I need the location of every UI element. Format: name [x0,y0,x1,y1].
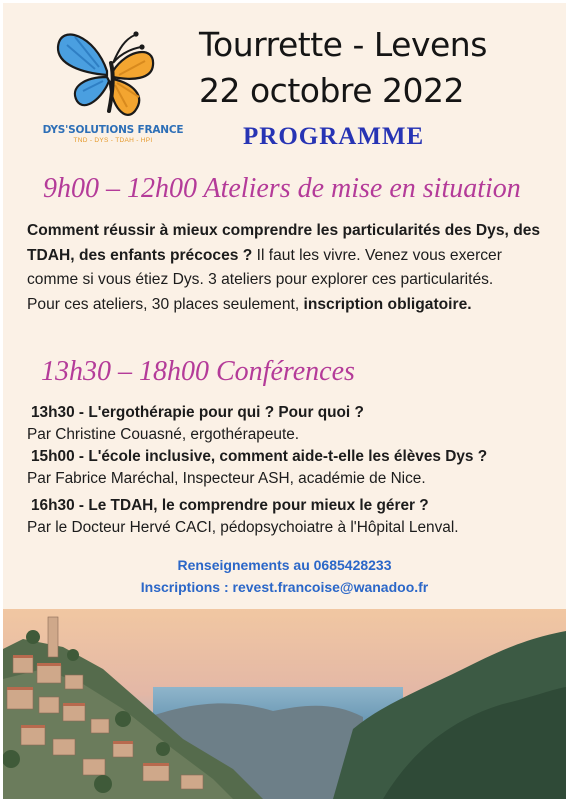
dys-solutions-logo [33,25,193,145]
village-landscape-photo [3,609,566,799]
talk-speaker: Par le Docteur Hervé CACI, pédopsychoiatre à l'Hôpital Lenval. [27,519,459,536]
butterfly-icon [55,25,165,125]
logo-name: DYS'SOLUTIONS FRANCE [42,124,184,136]
talk-speaker: Par Christine Couasné, ergothérapeute. [27,426,300,443]
morning-heading: 9h00 – 12h00 Ateliers de mise en situation [43,173,521,204]
talk-speaker: Par Fabrice Maréchal, Inspecteur ASH, académie de Nice. [27,470,426,487]
morning-intro-rest: Il faut les vivre. Venez vous exercer comme si vous étiez Dys. 3 ateliers pour explorer ces particularités. [27,246,502,288]
talk-title: 15h00 - L'école inclusive, comment aide-t-elle les élèves Dys ? [31,448,488,465]
event-place: Tourrette - Levens [199,25,487,64]
talk-title: 13h30 - L'ergothérapie pour qui ? Pour quoi ? [31,404,364,421]
talk-item [27,402,562,446]
morning-places-text: Pour ces ateliers, 30 places seulement, [27,295,304,313]
contact-phone: Renseignements au 0685428233 [177,557,392,573]
talk-title: 16h30 - Le TDAH, le comprendre pour mieux le gérer ? [31,497,429,514]
event-date: 22 octobre 2022 [199,71,465,110]
logo-tagline: TND - DYS - TDAH - HPI [73,137,153,144]
afternoon-heading: 13h30 – 18h00 Conférences [41,356,355,387]
morning-places-bold: inscription obligatoire. [303,295,472,313]
morning-description [27,219,557,317]
talk-item [27,446,562,490]
programme-heading: PROGRAMME [243,123,425,150]
morning-intro-bold: Comment réussir à mieux comprendre les particularités des Dys, des TDAH, des enfants précoces ? [27,222,541,264]
flyer-page [3,3,566,799]
talk-item [27,495,562,539]
contact-email: Inscriptions : revest.francoise@wanadoo.fr [140,579,429,595]
